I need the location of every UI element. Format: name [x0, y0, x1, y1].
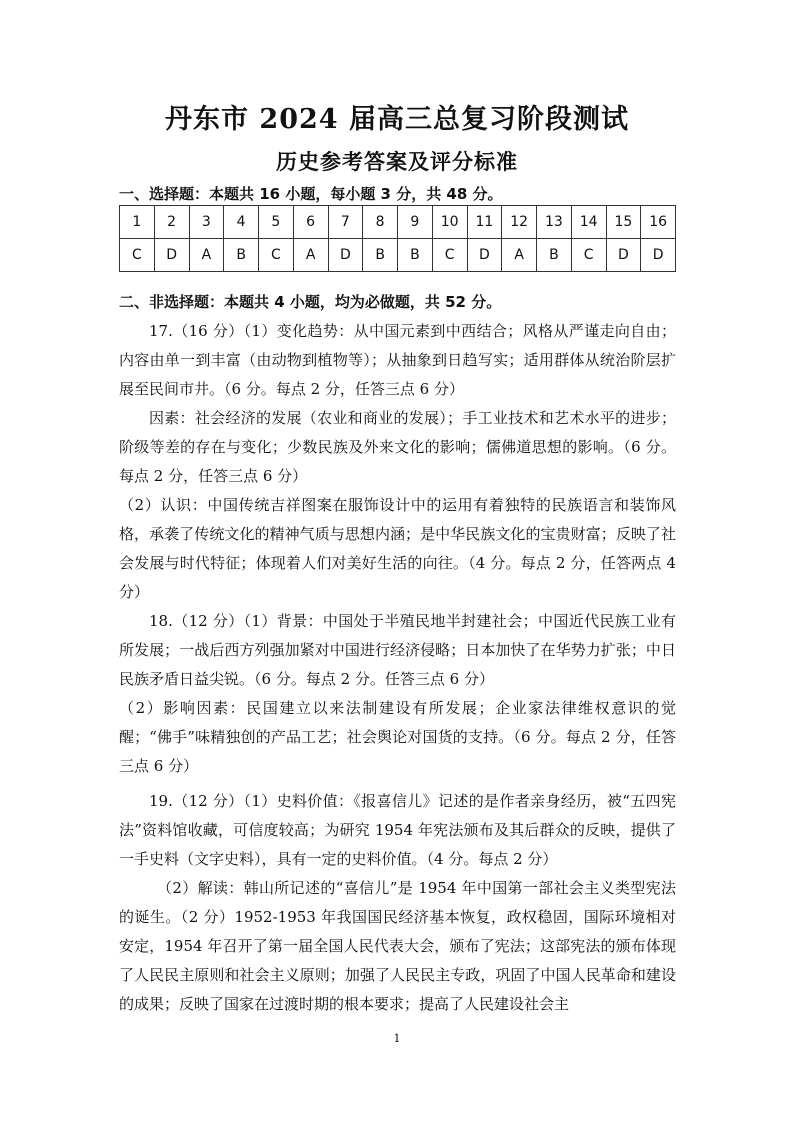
question-number: 9: [398, 206, 433, 239]
question-number: 8: [363, 206, 398, 239]
answer-letter: C: [432, 239, 467, 272]
question-number: 2: [154, 206, 189, 239]
question-number: 13: [537, 206, 572, 239]
question-number: 11: [467, 206, 502, 239]
answer-letter: B: [363, 239, 398, 272]
section-1-heading: 一、选择题：本题共 16 小题，每小题 3 分，共 48 分。: [119, 185, 503, 203]
question-number: 6: [293, 206, 328, 239]
answer-letter: B: [224, 239, 259, 272]
question-number: 1: [120, 206, 155, 239]
page-title: 丹东市 2024 届高三总复习阶段测试: [165, 104, 629, 135]
answer-letter: D: [154, 239, 189, 272]
answer-paragraph-18-1: 18.（12 分）（1）背景：中国处于半殖民地半封建社会；中国近代民族工业有所发展；一战后西方列强加紧对中国进行经济侵略；日本加快了在华势力扩张；中日民族矛盾日益尖锐。（6 分。每点 2 分。任答三点 6 分）: [119, 612, 676, 688]
answer-letter: C: [571, 239, 606, 272]
question-number: 15: [606, 206, 641, 239]
answer-letter: B: [537, 239, 572, 272]
answer-letter: A: [293, 239, 328, 272]
question-number: 3: [189, 206, 224, 239]
answer-letter: D: [328, 239, 363, 272]
answer-letter: A: [502, 239, 537, 272]
answer-letter: C: [120, 239, 155, 272]
question-number: 16: [641, 206, 676, 239]
section-2-heading: 二、非选择题：本题共 4 小题，均为必做题，共 52 分。: [119, 293, 502, 311]
answer-paragraph-19-2: （2）解读：韩山所记述的“喜信儿”是 1954 年中国第一部社会主义类型宪法的诞生。（2 分）1952-1953 年我国国民经济基本恢复，政权稳固，国际环境相对安定，1954 年召开了第一届全国人民代表大会，颁布了宪法；这部宪法的颁布体现了人民民主原则和社会主义原则；加强了人民民主专政，巩固了中国人民革命和建设的成果；反映了国家在过渡时期的根本要求；提高了人民建设社会主: [119, 879, 676, 1013]
question-number: 10: [432, 206, 467, 239]
answer-letter: D: [606, 239, 641, 272]
page-number: 1: [393, 1032, 401, 1045]
answer-paragraph-17-2: （2）认识：中国传统吉祥图案在服饰设计中的运用有着独特的民族语言和装饰风格，承袭了传统文化的精神气质与思想内涵；是中华民族文化的宝贵财富；反映了社会发展与时代特征；体现着人们对美好生活的向往。（4 分。每点 2 分，任答两点 4 分）: [119, 496, 676, 601]
answer-paragraph-19-1: 19.（12 分）（1）史料价值：《报喜信儿》记述的是作者亲身经历，被“五四宪法”资料馆收藏，可信度较高；为研究 1954 年宪法颁布及其后群众的反映，提供了一手史料（文字史料），具有一定的史料价值。（4 分。每点 2 分）: [119, 792, 676, 868]
answer-letter: C: [259, 239, 294, 272]
answer-table-answer-row: [120, 239, 676, 272]
question-number: 5: [259, 206, 294, 239]
answer-letter: A: [189, 239, 224, 272]
answer-letter: D: [467, 239, 502, 272]
question-number: 12: [502, 206, 537, 239]
answer-letter: D: [641, 239, 676, 272]
question-number: 14: [571, 206, 606, 239]
answer-table: [119, 205, 676, 272]
answer-table-number-row: [120, 206, 676, 239]
answer-letter: B: [398, 239, 433, 272]
question-number: 4: [224, 206, 259, 239]
question-number: 7: [328, 206, 363, 239]
answer-paragraph-18-2: （2）影响因素：民国建立以来法制建设有所发展；企业家法律维权意识的觉醒；“佛手”味精独创的产品工艺；社会舆论对国货的支持。（6 分。每点 2 分，任答三点 6 分）: [119, 699, 676, 775]
answer-paragraph-17-factors: 因素：社会经济的发展（农业和商业的发展）；手工业技术和艺术水平的进步；阶级等差的存在与变化；少数民族及外来文化的影响；儒佛道思想的影响。（6 分。每点 2 分，任答三点 6 分）: [119, 409, 676, 485]
page-subtitle: 历史参考答案及评分标准: [276, 149, 518, 174]
answer-paragraph-17-1: 17.（16 分）（1）变化趋势：从中国元素到中西结合；风格从严谨走向自由；内容由单一到丰富（由动物到植物等）；从抽象到日趋写实；适用群体从统治阶层扩展至民间市井。（6 分。每点 2 分，任答三点 6 分）: [119, 322, 676, 398]
